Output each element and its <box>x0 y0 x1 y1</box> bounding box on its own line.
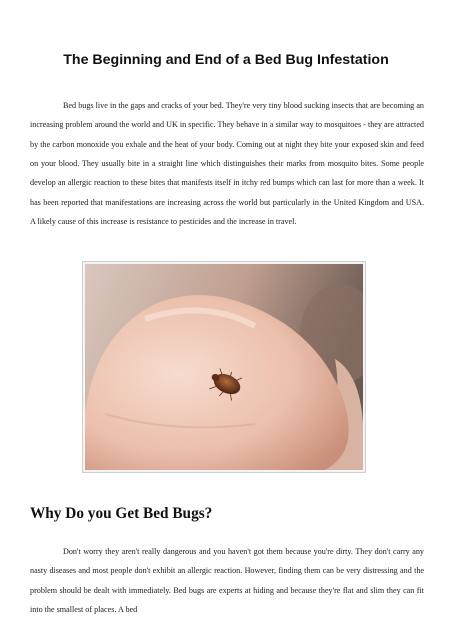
intro-paragraph <box>30 96 424 231</box>
intro-text: Bed bugs live in the gaps and cracks of your bed. They're very tiny blood sucking insects that are becoming an increasing problem around the world and UK in specific. They behave in a similar way to mosquitoes - they are attracted by the carbon monoxide you exhale and the heat of your body. Coming out at night they bite your exposed skin and feed on your blood. They usually bite in a straight line which distinguishes their marks from mosquito bites. Some people develop an allergic reaction to these bites that manifests itself in itchy red bumps which can last for more than a week. It has been reported that manifestations are increasing across the world but particularly in the United Kingdom and USA. A likely cause of this increase is resistance to pesticides and the increase in travel. <box>30 101 424 227</box>
section-heading: Why Do you Get Bed Bugs? <box>30 505 213 522</box>
section-text: Don't worry they aren't really dangerous and you haven't got them because you're dirty. They don't carry any nasty diseases and most people don't exhibit an allergic reaction. However, finding them can be very distressing and the problem should be dealt with immediately. Bed bugs are experts at hiding and because they're flat and slim they can fit into the smallest of places. A bed <box>30 547 424 615</box>
bed-bug-on-finger-image <box>85 264 363 470</box>
section-paragraph <box>30 542 424 619</box>
document-title: The Beginning and End of a Bed Bug Infestation <box>63 52 389 68</box>
bed-bug-photo <box>82 261 366 473</box>
